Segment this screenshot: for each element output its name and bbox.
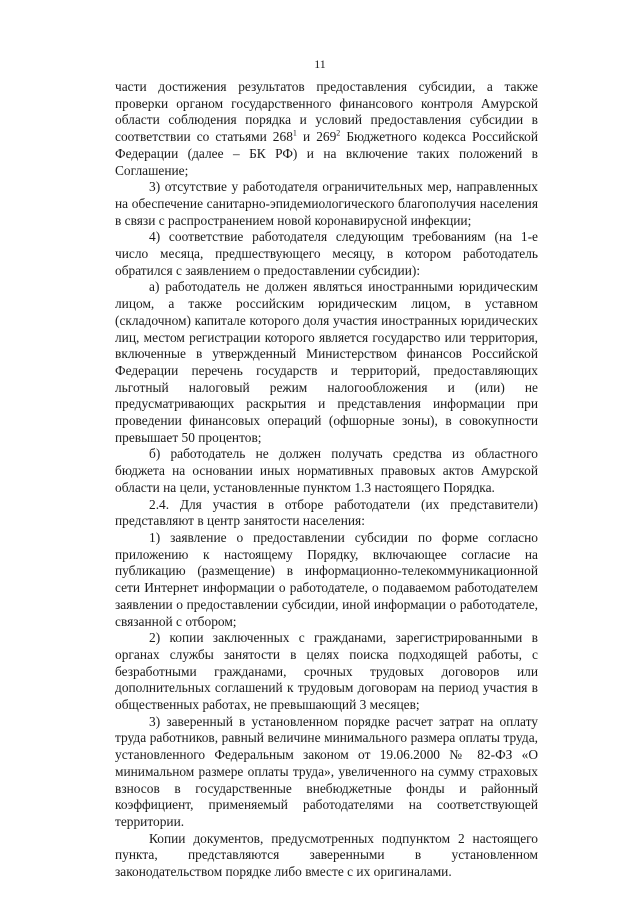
paragraph-continuation: части достижения результатов предоставления субсидии, а также проверки органом государственного финансового контроля Амурской области соблюдения порядка и условий предоставления субсидии в соответствии со статьями $268^1$ и $269^2$ Бюджетного кодекса Российской Федерации (далее – БК РФ) и на включение таких положений в Соглашение;: [115, 79, 539, 178]
paragraph-subitem-b: б) работодатель не должен получать средства из областного бюджета на основании иных нормативных правовых актов Амурской области на цели, установленные пунктом 1.3 настоящего Порядка.: [115, 446, 538, 495]
paragraph-doc-1: 1) заявление о предоставлении субсидии по форме согласно приложению к настоящему Порядку, включающее согласие на публикацию (размещение) в информационно-телекоммуникационной сети Интернет информации о работодателе, о подаваемом работодателем заявлении о предоставлении субсидии, иной информации о работодателе, связанной с отбором;: [115, 529, 538, 629]
paragraph-item-3: 3) отсутствие у работодателя ограничительных мер, направленных на обеспечение санитарно-эпидемиологического благополучия населения в связи с распространением новой коронавирусной инфекции;: [115, 179, 538, 228]
paragraph-section-2-4: 2.4. Для участия в отборе работодатели (их представители) представляют в центр занятости населения:: [115, 496, 538, 529]
paragraph-subitem-a: а) работодатель не должен являться иностранными юридическим лицом, а также российским юридическим лицом, в уставном (складочном) капитале которого доля участия иностранных юридических лиц, местом регистрации которого является государство или территория, включенные в утвержденный Министерством финансов Российской Федерации перечень государств и территорий, предоставляющих льготный налоговый режим налогообложения и (или) не предусматривающих раскрытия и представления информации при проведении финансовых операций (офшорные зоны), в совокупности превышает 50 процентов;: [115, 279, 538, 445]
paragraph-item-4: 4) соответствие работодателя следующим требованиям (на 1-е число месяца, предшествующего месяцу, в котором работодатель обратился с заявлением о предоставлении субсидии):: [115, 229, 538, 278]
page-number: 11: [314, 57, 326, 71]
paragraph-doc-3: 3) заверенный в установленном порядке расчет затрат на оплату труда работников, равный величине минимального размера оплаты труда, установленного Федеральным законом от 19.06.2000 № 82-ФЗ «О минимальном размере оплаты труда», увеличенного на сумму страховых взносов в государственные внебюджетные фонды и районный коэффициент, применяемый работодателями на соответствующей территории.: [115, 713, 538, 829]
paragraph-doc-2: 2) копии заключенных с гражданами, зарегистрированными в органах службы занятости в целях поиска подходящей работы, с безработными гражданами, срочных трудовых договоров или дополнительных соглашений к трудовым договорам на период участия в общественных работах, не превышающий 3 месяцев;: [115, 630, 538, 713]
paragraph-copies: Копии документов, предусмотренных подпунктом 2 настоящего пункта, представляются заверенными в установленном законодательством порядке либо вместе с их оригиналами.: [115, 830, 538, 880]
document-body: [115, 79, 538, 881]
